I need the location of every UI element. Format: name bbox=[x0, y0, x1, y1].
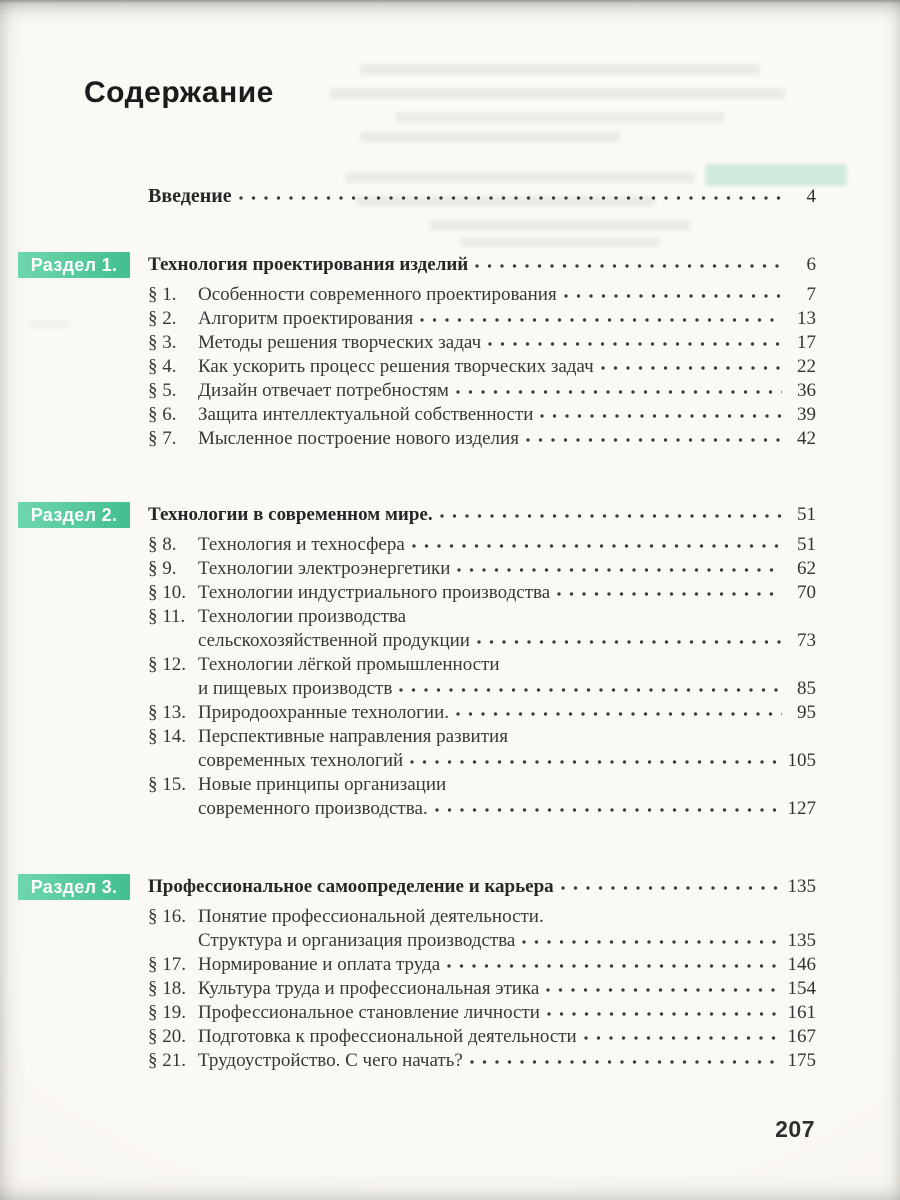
item-number: § 19. bbox=[148, 1002, 186, 1023]
item-number: § 3. bbox=[148, 332, 177, 353]
bleed-line bbox=[360, 64, 760, 75]
item-page: 13 bbox=[797, 308, 816, 329]
item-text: Трудоустройство. С чего начать? bbox=[198, 1050, 463, 1071]
item-text: Перспективные направления развития bbox=[198, 726, 508, 747]
toc-item bbox=[148, 953, 816, 977]
dot-leader bbox=[584, 1028, 782, 1042]
toc-item-line bbox=[148, 929, 816, 953]
section-title: Профессиональное самоопределение и карьера bbox=[148, 876, 554, 897]
dot-leader bbox=[470, 1052, 782, 1066]
item-text: Подготовка к профессиональной деятельности bbox=[198, 1026, 577, 1047]
toc-item-line bbox=[148, 1001, 816, 1025]
section-heading bbox=[30, 875, 816, 899]
bleed-line bbox=[345, 172, 695, 183]
toc-item-line bbox=[148, 677, 816, 701]
toc-item-line bbox=[148, 629, 816, 653]
toc-item-line bbox=[148, 427, 816, 451]
toc-item-line bbox=[148, 403, 816, 427]
item-text: Технологии лёгкой промышленности bbox=[198, 654, 500, 675]
item-text: Технологии производства bbox=[198, 606, 407, 627]
toc-item-line bbox=[148, 701, 816, 725]
item-number: § 12. bbox=[148, 654, 186, 675]
item-text: Мысленное построение нового изделия bbox=[198, 428, 519, 449]
item-text: Нормирование и оплата труда bbox=[198, 954, 441, 975]
toc-section bbox=[30, 253, 816, 451]
toc-item-line bbox=[148, 283, 816, 307]
toc-section bbox=[30, 875, 816, 1073]
item-page: 95 bbox=[797, 702, 816, 723]
toc-item bbox=[148, 307, 816, 331]
item-text: Технологии индустриального производства bbox=[198, 582, 551, 603]
item-number: § 10. bbox=[148, 582, 186, 603]
dot-leader bbox=[564, 286, 782, 300]
dot-leader bbox=[561, 878, 782, 892]
toc-item-line bbox=[148, 557, 816, 581]
item-text: Дизайн отвечает потребностям bbox=[198, 380, 449, 401]
item-number: § 21. bbox=[148, 1050, 186, 1071]
dot-leader bbox=[475, 256, 782, 270]
toc-item-line bbox=[148, 797, 816, 821]
item-number: § 20. bbox=[148, 1026, 186, 1047]
dot-leader bbox=[435, 800, 782, 814]
item-page: 85 bbox=[797, 678, 816, 699]
dot-leader bbox=[412, 536, 782, 550]
toc-sections bbox=[30, 253, 816, 1073]
item-page: 42 bbox=[797, 428, 816, 449]
item-page: 22 bbox=[797, 356, 816, 377]
item-text: Особенности современного проектирования bbox=[198, 284, 557, 305]
toc-item-line bbox=[148, 355, 816, 379]
toc-item-line bbox=[148, 533, 816, 557]
item-page: 154 bbox=[787, 978, 816, 999]
toc bbox=[30, 184, 816, 1073]
toc-item bbox=[148, 1001, 816, 1025]
toc-item-line bbox=[148, 653, 816, 677]
toc-item bbox=[148, 701, 816, 725]
dot-leader bbox=[540, 406, 782, 420]
toc-item bbox=[148, 605, 816, 653]
item-number: § 15. bbox=[148, 774, 186, 795]
toc-item-line bbox=[148, 331, 816, 355]
dot-leader bbox=[399, 680, 782, 694]
section-page: 135 bbox=[787, 876, 816, 897]
dot-leader bbox=[488, 334, 782, 348]
item-number: § 4. bbox=[148, 356, 177, 377]
toc-item bbox=[148, 379, 816, 403]
toc-item bbox=[148, 533, 816, 557]
item-page: 70 bbox=[797, 582, 816, 603]
item-text: сельскохозяйственной продукции bbox=[198, 630, 470, 651]
item-page: 167 bbox=[787, 1026, 816, 1047]
section-badge: Раздел 1. bbox=[18, 252, 130, 278]
toc-item bbox=[148, 331, 816, 355]
section-badge: Раздел 3. bbox=[18, 874, 130, 900]
item-text: Новые принципы организации bbox=[198, 774, 447, 795]
dot-leader bbox=[457, 560, 782, 574]
page-number: 207 bbox=[775, 1116, 815, 1142]
item-page: 127 bbox=[787, 798, 816, 819]
item-number: § 9. bbox=[148, 558, 177, 579]
toc-item-line bbox=[148, 581, 816, 605]
item-number: § 2. bbox=[148, 308, 177, 329]
dot-leader bbox=[420, 310, 782, 324]
bleed-line bbox=[30, 320, 70, 329]
item-number: § 18. bbox=[148, 978, 186, 999]
toc-item bbox=[148, 557, 816, 581]
item-page: 105 bbox=[787, 750, 816, 771]
toc-item bbox=[148, 581, 816, 605]
toc-item bbox=[148, 355, 816, 379]
dot-leader bbox=[477, 632, 782, 646]
toc-item-line bbox=[148, 725, 816, 749]
section-page: 6 bbox=[806, 254, 816, 275]
toc-item-line bbox=[148, 379, 816, 403]
dot-leader bbox=[456, 382, 782, 396]
toc-item-line bbox=[148, 307, 816, 331]
item-text: современного производства. bbox=[198, 798, 428, 819]
section-heading bbox=[30, 253, 816, 277]
toc-item bbox=[148, 1049, 816, 1073]
item-text: Культура труда и профессиональная этика bbox=[198, 978, 540, 999]
toc-section bbox=[30, 503, 816, 821]
toc-item bbox=[148, 427, 816, 451]
section-badge: Раздел 2. bbox=[18, 502, 130, 528]
dot-leader bbox=[526, 430, 782, 444]
section-heading bbox=[30, 503, 816, 527]
item-page: 7 bbox=[806, 284, 816, 305]
toc-intro-page: 4 bbox=[806, 186, 816, 207]
bleed-line bbox=[395, 112, 725, 122]
item-page: 161 bbox=[787, 1002, 816, 1023]
toc-item-line bbox=[148, 773, 816, 797]
item-text: Технология и техносфера bbox=[198, 534, 405, 555]
section-title: Технология проектирования изделий bbox=[148, 254, 469, 275]
item-number: § 14. bbox=[148, 726, 186, 747]
item-page: 135 bbox=[787, 930, 816, 951]
toc-item bbox=[148, 977, 816, 1001]
item-page: 146 bbox=[787, 954, 816, 975]
item-number: § 5. bbox=[148, 380, 177, 401]
toc-item-line bbox=[148, 1049, 816, 1073]
toc-item bbox=[148, 905, 816, 953]
toc-item-line bbox=[148, 905, 816, 929]
toc-item bbox=[148, 403, 816, 427]
toc-item bbox=[148, 283, 816, 307]
item-text: современных технологий bbox=[198, 750, 404, 771]
item-text: Природоохранные технологии. bbox=[198, 702, 450, 723]
section-page: 51 bbox=[797, 504, 816, 525]
dot-leader bbox=[522, 932, 782, 946]
dot-leader bbox=[601, 358, 782, 372]
item-text: Структура и организация производства bbox=[198, 930, 516, 951]
item-page: 17 bbox=[797, 332, 816, 353]
toc-item-line bbox=[148, 953, 816, 977]
item-text: и пищевых производств bbox=[198, 678, 393, 699]
toc-intro-label: Введение bbox=[148, 185, 232, 207]
item-number: § 17. bbox=[148, 954, 186, 975]
toc-item-line bbox=[148, 749, 816, 773]
section-title: Технологии в современном мире. bbox=[148, 504, 433, 525]
page-title: Содержание bbox=[84, 76, 274, 109]
item-number: § 13. bbox=[148, 702, 186, 723]
item-text: Понятие профессиональной деятельности. bbox=[198, 906, 544, 927]
bleed-highlight bbox=[705, 164, 847, 186]
item-page: 62 bbox=[797, 558, 816, 579]
item-text: Алгоритм проектирования bbox=[198, 308, 414, 329]
item-page: 51 bbox=[797, 534, 816, 555]
item-number: § 7. bbox=[148, 428, 177, 449]
dot-leader bbox=[456, 704, 782, 718]
item-number: § 8. bbox=[148, 534, 177, 555]
item-number: § 6. bbox=[148, 404, 177, 425]
dot-leader bbox=[557, 584, 782, 598]
toc-item-line bbox=[148, 977, 816, 1001]
dot-leader bbox=[239, 188, 782, 202]
item-number: § 11. bbox=[148, 606, 186, 627]
item-text: Как ускорить процесс решения творческих задач bbox=[198, 356, 594, 377]
toc-item bbox=[148, 725, 816, 773]
item-page: 39 bbox=[797, 404, 816, 425]
dot-leader bbox=[440, 506, 782, 520]
item-page: 36 bbox=[797, 380, 816, 401]
bleed-line bbox=[360, 132, 620, 142]
item-text: Профессиональное становление личности bbox=[198, 1002, 540, 1023]
toc-item bbox=[148, 653, 816, 701]
dot-leader bbox=[410, 752, 782, 766]
item-page: 175 bbox=[787, 1050, 816, 1071]
toc-item bbox=[148, 1025, 816, 1049]
dot-leader bbox=[546, 980, 782, 994]
item-text: Защита интеллектуальной собственности bbox=[198, 404, 534, 425]
dot-leader bbox=[447, 956, 782, 970]
item-number: § 1. bbox=[148, 284, 177, 305]
toc-item bbox=[148, 773, 816, 821]
item-text: Методы решения творческих задач bbox=[198, 332, 482, 353]
dot-leader bbox=[547, 1004, 782, 1018]
item-page: 73 bbox=[797, 630, 816, 651]
toc-item-line bbox=[148, 1025, 816, 1049]
bleed-line bbox=[330, 88, 785, 99]
item-text: Технологии электроэнергетики bbox=[198, 558, 451, 579]
toc-item-line bbox=[148, 605, 816, 629]
toc-intro bbox=[148, 184, 816, 209]
item-number: § 16. bbox=[148, 906, 186, 927]
